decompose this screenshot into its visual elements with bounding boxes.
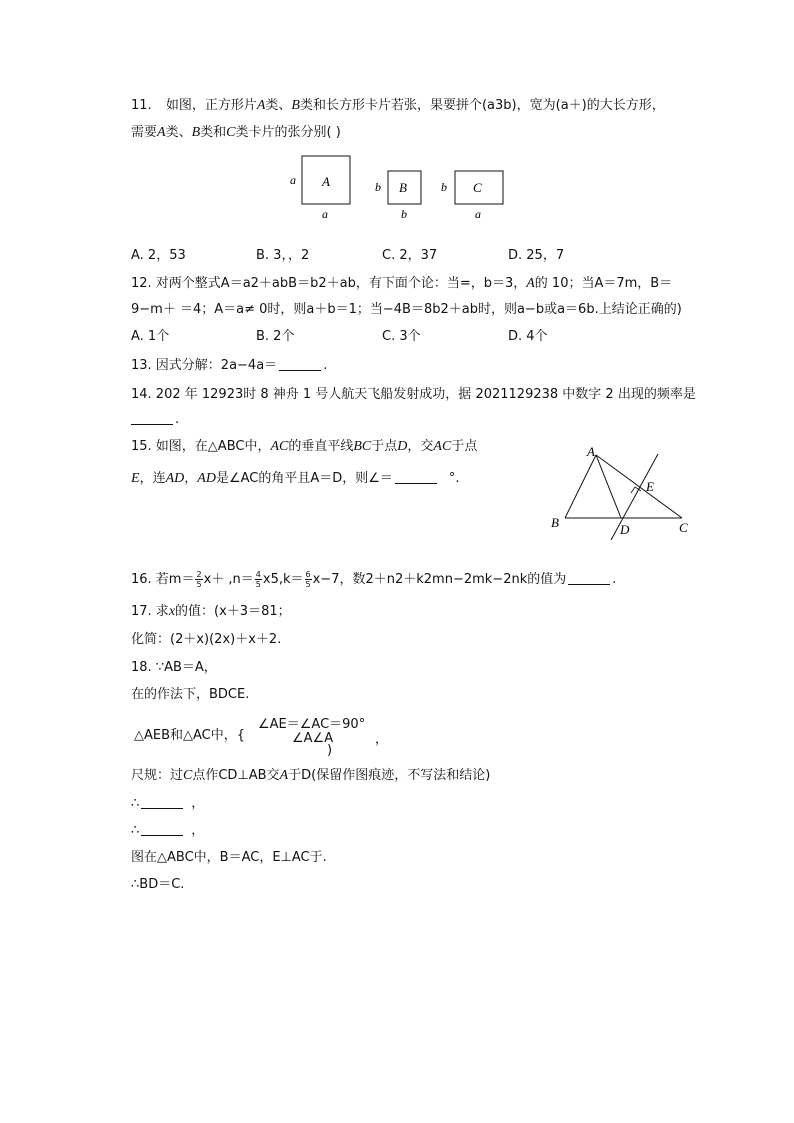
q18-line6 [131, 822, 204, 840]
fraction [195, 570, 202, 589]
q17-line1 [131, 603, 291, 621]
q18-system-lead: △AEB和△AC中，{ [134, 728, 246, 743]
q15-text: ， [184, 471, 198, 486]
var-x: x [168, 604, 176, 619]
rect-C-bottom-label: a [475, 207, 481, 221]
perpendicular-bisector [611, 454, 658, 540]
q18-system-row1: ∠AE＝∠AC＝90° [258, 717, 366, 732]
q18-text: 于D(保留作图痕迹，不写法和结论) [288, 768, 491, 783]
fraction [255, 570, 262, 589]
fraction-denominator: 5 [196, 580, 202, 589]
q16-text: 16. 若m＝ [131, 572, 195, 587]
q16-text: . [612, 572, 617, 587]
rect-C-side-label: b [441, 180, 447, 194]
q15-text: 是∠AC的角平且A＝D，则∠＝ [215, 471, 393, 486]
q12-option-b: B. 2个 [256, 329, 295, 344]
square-A-side-label: a [290, 173, 296, 187]
var-AD: AD [197, 471, 216, 486]
square-A-label: A [322, 174, 330, 189]
q18-system-row2: ∠A∠A [292, 731, 334, 746]
square-B-label: B [399, 180, 407, 195]
point-E-label: E [646, 479, 654, 494]
q11-figure [280, 150, 520, 225]
var-AC: AC [270, 439, 289, 454]
fraction-denominator: 5 [255, 580, 261, 589]
q16-text: x＋ ,n＝ [203, 572, 254, 587]
q11-text: 类和 [200, 125, 227, 140]
q15-line2 [131, 470, 460, 488]
var-E: E [131, 471, 140, 486]
q15-text: 于点 [451, 439, 478, 454]
var-D: D [397, 439, 408, 454]
q18-line1: 18. ∵AB＝A， [131, 660, 217, 675]
var-B: B [291, 98, 300, 113]
q18-text: ， [191, 796, 205, 811]
q17-line2: 化简：(2＋x)(2x)＋x＋2. [131, 632, 282, 647]
answer-blank[interactable] [279, 357, 321, 371]
q18-line4 [131, 767, 490, 785]
q11-text: 类卡片的张分别( ) [235, 125, 341, 140]
q17-text: 的值：(x＋3＝81； [175, 604, 291, 619]
q14-text: . [175, 412, 180, 427]
fraction-numerator: 6 [305, 570, 311, 579]
q12-line1 [131, 275, 672, 293]
q18-system-close: ) [327, 743, 333, 758]
q11-line1 [131, 97, 665, 115]
square-A-bottom-label: a [322, 207, 328, 221]
q11-option-d: D. 25，7 [508, 248, 565, 263]
q15-text: °. [448, 471, 460, 486]
q15-text: ，交 [407, 439, 434, 454]
q16-line [131, 570, 616, 589]
q18-line7: 图在△ABC中，B＝AC，E⊥AC于. [131, 850, 327, 865]
q18-text: 尺规：过 [131, 768, 184, 783]
q13-text: 13. 因式分解：2a−4a＝ [131, 358, 278, 373]
q18-system-tail: ， [375, 732, 389, 747]
q18-text: ∴ [131, 796, 140, 811]
question-number: 11. [131, 98, 152, 113]
q16-text: x−7，数2＋n2＋k2mn−2mk−2nk的值为 [312, 572, 567, 587]
q17-text: 17. 求 [131, 604, 169, 619]
square-B-side-label: b [375, 180, 381, 194]
answer-blank[interactable] [141, 822, 183, 836]
fraction [305, 570, 312, 589]
var-A: A [279, 768, 289, 783]
q15-text: ，连 [139, 471, 166, 486]
q18-line5 [131, 795, 204, 813]
q18-text: 点作CD⊥AB交 [192, 768, 280, 783]
answer-blank[interactable] [568, 571, 610, 585]
rect-C-label: C [473, 180, 482, 195]
q12-option-a: A. 1个 [131, 329, 170, 344]
point-D-label: D [620, 522, 630, 537]
q11-text: 类和长方形卡片若张，果要拼个(a3b)，宽为(a＋)的大长方形， [299, 98, 665, 113]
point-A-label: A [587, 444, 595, 459]
point-C-label: C [679, 520, 688, 535]
q16-text: x5,k＝ [262, 572, 304, 587]
point-B-label: B [551, 515, 559, 530]
q13-line [131, 357, 327, 375]
q15-text: 的垂直平线 [288, 439, 354, 454]
var-A: A [157, 125, 166, 140]
q11-text: 类、 [265, 98, 292, 113]
var-BC: BC [353, 439, 372, 454]
q11-option-b: B. 3，，2 [256, 248, 310, 263]
q11-text: 如图，正方形片 [165, 98, 257, 113]
q14-line2 [131, 411, 179, 429]
square-B-bottom-label: b [401, 207, 407, 221]
q12-text: 的 10；当A＝7m，B＝ [534, 276, 673, 291]
q18-text: ， [191, 823, 205, 838]
fraction-numerator: 4 [255, 570, 261, 579]
q11-text: 类、 [165, 125, 192, 140]
side-AB [565, 455, 596, 518]
q18-line2: 在的作法下，BDCE. [131, 687, 250, 702]
q12-line2: 9−m＋ ＝4；A＝a≠ 0时，则a＋b＝1；当−4B＝8b2＋ab时，则a−b或a＝6b.上结论正确的) [131, 302, 682, 317]
q15-text: 15. 如图，在△ABC中， [131, 439, 271, 454]
answer-blank[interactable] [141, 795, 183, 809]
q13-text: . [323, 358, 328, 373]
var-C: C [226, 125, 236, 140]
q11-line2 [131, 124, 341, 142]
var-A: A [256, 98, 266, 113]
var-A: A [526, 276, 535, 291]
q18-text: ∴ [131, 823, 140, 838]
fraction-numerator: 2 [196, 570, 202, 579]
q11-text: 需要 [131, 125, 158, 140]
q18-line8: ∴BD＝C. [131, 877, 185, 892]
answer-blank[interactable] [131, 411, 173, 425]
q15-line1 [131, 438, 477, 456]
q12-option-d: D. 4个 [508, 329, 548, 344]
q11-option-c: C. 2，37 [382, 248, 438, 263]
var-C: C [183, 768, 193, 783]
fraction-denominator: 5 [305, 580, 311, 589]
q14-line: 14. 202 年 12923时 8 神舟 1 号人航天飞船发射成功，据 2021129238 中数字 2 出现的频率是 [131, 387, 696, 402]
q11-option-a: A. 2，53 [131, 248, 186, 263]
var-B: B [191, 125, 201, 140]
q12-text: 12. 对两个整式A＝a2＋abB＝b2＋ab，有下面个论：当=，b＝3， [131, 276, 527, 291]
q15-text: 于点 [371, 439, 398, 454]
q12-option-c: C. 3个 [382, 329, 421, 344]
var-AC: AC [433, 439, 452, 454]
answer-blank[interactable] [395, 470, 437, 484]
var-AD: AD [165, 471, 185, 486]
q15-triangle-figure [540, 440, 705, 545]
